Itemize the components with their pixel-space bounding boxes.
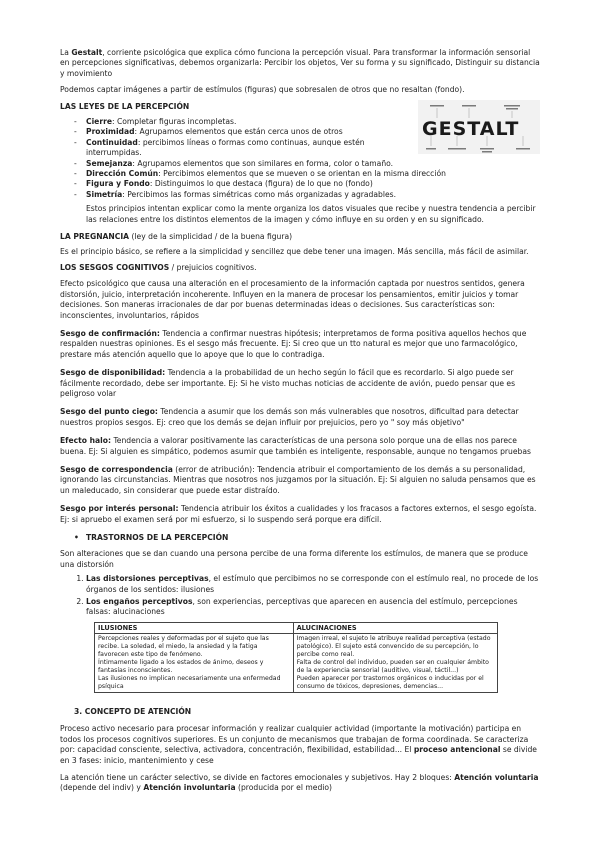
ilusiones-table [94,622,498,693]
cell-line: Falta de control del individuo, pueden ser en cualquier ámbito de la experiencia sensorial (auditivo, visual, táctil...) [296,658,489,674]
atencion-paragraph [60,724,540,766]
ley-text: : percibimos líneas o formas como continuas, aunque estén interrumpidas. [86,137,365,158]
trastornos-intro: Son alteraciones que se dan cuando una persona percibe de una forma diferente los estímulos, de manera que se produce una distorsión [60,549,528,569]
sesgo-item [60,407,540,428]
sesgo-item [60,465,540,496]
gestalt-term: Gestalt [71,48,103,57]
trastornos-heading: • TRASTORNOS DE LA PERCEPCIÓN [60,533,540,543]
trastorno-text: , el estímulo que percibimos no se corresponde con el estímulo real, no procede de los órganos de los sentidos: ilusiones [86,574,539,594]
ley-text: : Agrupamos elementos que están cerca unos de otros [134,127,343,137]
atencion-text: (depende del indiv) y [60,783,144,793]
sesgo-text: Tendencia atribuir los éxitos a cualidades y los fracasos a factores externos, el sesgo egoísta. Ej: si apruebo el examen será por mi esfuerzo, si lo suspendo será porque era difícil. [60,504,537,524]
sesgo-text: Tendencia a la probabilidad de un hecho según lo fácil que es recordarlo. Si algo puede ser fácilmente recordado, debe ser importante. Ej: Si he visto muchas noticias de accidente de avión, puedo pensar que es peligroso volar [60,368,516,398]
list-item [74,159,540,169]
atencion-text-end: se divide en 3 fases: inicio, mantenimiento y cese [60,745,537,765]
table-row [95,633,498,692]
list-item [74,169,540,179]
atencion-term: proceso antencional [413,745,501,755]
ley-term: Semejanza [86,158,133,168]
cell-line: Imagen irreal, el sujeto le atribuye realidad perceptiva (estado patológico). El sujeto está convencido de su percepción, lo percibe como real. [296,634,491,658]
gestalt-image [418,100,540,154]
cell-line: Pueden aparecer por trastornos orgánicos o inducidas por el consumo de tóxicos, depresiones, demencias... [296,674,484,690]
atencion-text: La atención tiene un carácter selectivo, se divide en factores emocionales y subjetivos. Hay 2 bloques: [60,772,455,782]
ley-text: : Percibimos las formas simétricas como más organizadas y agradables. [122,189,397,199]
intro-lead: La [60,48,72,57]
sesgo-text: Tendencia a valorar positivamente las características de una persona solo porque una de ellas nos parece buena. Ej: Si alguien es simpático, podemos asumir que también es inteligente, responsable, aunque no tengamos pruebas [60,436,531,456]
intro-paragraph [60,48,540,79]
atencion-paragraph-2 [60,773,540,794]
list-item [74,138,400,159]
list-item [74,179,540,189]
pregnancia-paragraph [60,232,540,242]
sesgos-subheading: / prejuicios cognitivos. [169,262,257,272]
pregnancia-heading: LA PREGNANCIA [60,232,130,242]
gestalt-logo-icon [418,100,540,154]
ley-term: Continuidad [86,137,138,147]
sesgo-term: Sesgo por interés personal: [60,504,179,514]
list-item [86,574,540,595]
sesgo-item [60,436,540,457]
ley-term: Cierre [86,117,112,127]
intro-rest: , corriente psicológica que explica cómo funciona la percepción visual. Para transformar la información sensorial en percepciones significativas, debemos organizarla: Percibir los objetos, Ver su forma y su significado, Distinguir su distancia y movimiento [60,48,540,78]
trastorno-text: , son experiencias, perceptivas que aparecen en ausencia del estímulo, percepciones falsas: alucinaciones [86,597,518,617]
leyes-note: Estos principios intentan explicar como la mente organiza los datos visuales que recibe y nuestra tendencia a percibir las relaciones entre los distintos elementos de la imagen y cómo influye en su orden y en su significado. [86,204,536,224]
cell-line: Las ilusiones no implican necesariamente una enfermedad psíquica [98,674,281,690]
table-cell [95,633,294,692]
ley-text: : Agrupamos elementos que son similares en forma, color o tamaño. [132,158,394,168]
sesgo-item [60,504,540,525]
list-item [74,127,400,137]
ley-term: Dirección Común [86,169,159,179]
sesgos-heading-line [60,263,540,273]
atencion-text: Proceso activo necesario para procesar información y realizar cualquier actividad (importante la motivación) participa en todos los procesos cognitivos superiores. Es un conjunto de mecanismos que trabajan de forma coordinada. Se caracteriza por: capacidad consciente, selectiva, activadora, concentración, flexibilidad, estabilidad... El [60,724,529,755]
sesgo-term: Sesgo del punto ciego: [60,407,158,417]
gestalt-word: GESTALT [422,118,520,140]
sesgo-term: Sesgo de correspondencia [60,465,173,474]
ley-term: Simetría [86,189,123,199]
sesgos-heading: LOS SESGOS COGNITIVOS [60,262,170,272]
sesgo-item [60,329,540,360]
intro-paragraph-2: Podemos captar imágenes a partir de estímulos (figuras) que sobresalen de otros que no resaltan (fondo). [60,85,465,95]
ley-text: : Percibimos elementos que se mueven o se orientan en la misma dirección [158,169,446,179]
cell-line: Íntimamente ligado a los estados de ánimo, deseos y fantasías inconscientes. [98,658,264,674]
leyes-heading: LAS LEYES DE LA PERCEPCIÓN [60,101,190,111]
list-item [74,117,400,127]
ley-term: Figura y Fondo [86,179,150,189]
sesgos-intro: Efecto psicológico que causa una alteración en el procesamiento de la información captada por nuestros sentidos, genera distorsión, juicio, interpretación incoherente. Influyen en la manera de procesar los pensamientos, emitir juicios y tomar decisiones. Son maneras irracionales de dar por buenas determinadas ideas o decisiones. Sus características son: inconscientes, involuntarios, rápidos [60,279,525,320]
atencion-term: Atención voluntaria [454,772,539,782]
sesgo-text: (error de atribución): Tendencia atribuir el comportamiento de los demás a su personalidad, ignorando las circunstancias. Mientras que nosotros nos juzgamos por la situación. Ej: Si alguien no saluda pensamos que es un maleducado, sin considerar que puede estar distraído. [60,465,536,495]
trastornos-list [60,574,540,618]
atencion-heading: 3. CONCEPTO DE ATENCIÓN [74,706,192,716]
sesgo-term: Efecto halo: [60,436,112,446]
pregnancia-text: Es el principio básico, se refiere a la simplicidad y sencillez que debe tener una imagen. Más sencilla, más fácil de asimilar. [60,246,529,256]
ley-text: : Distinguimos lo que destaca (figura) de lo que no (fondo) [149,179,373,189]
pregnancia-subheading: (ley de la simplicidad / de la buena figura) [129,232,293,242]
list-item [74,190,540,200]
table-header: ILUSIONES [95,622,294,633]
table-cell [293,633,497,692]
sesgo-text: Tendencia a asumir que los demás son más vulnerables que nosotros, dificultad para detectar nuestros propios sesgos. Ej: creo que los demás se dejan influir por prejuicios, pero yo " soy más objetivo" [60,407,519,427]
trastorno-term: Los engaños perceptivos [86,597,193,607]
atencion-text: (producida por el medio) [235,783,332,793]
sesgo-text: Tendencia a confirmar nuestras hipótesis; interpretamos de forma positiva aquellos hechos que respalden nuestras opiniones. Es el sesgo más frecuente. Ej: Si creo que un tto natural es mejor que uno farmacológico, prestare más atención aquello que lo apoye que lo que lo contradiga. [60,328,527,359]
sesgo-item [60,368,540,399]
cell-line: Percepciones reales y deformadas por el sujeto que las recibe. La soledad, el miedo, la ansiedad y la fatiga favorecen este tipo de fenómeno. [98,634,269,658]
ley-term: Proximidad [86,127,135,137]
sesgo-term: Sesgo de confirmación: [60,328,160,338]
ley-text: : Completar figuras incompletas. [111,117,237,127]
table-header: ALUCINACIONES [293,622,497,633]
atencion-term: Atención involuntaria [143,783,236,793]
sesgo-term: Sesgo de disponibilidad: [60,368,166,378]
list-item [86,597,540,618]
trastorno-term: Las distorsiones perceptivas [86,574,209,584]
